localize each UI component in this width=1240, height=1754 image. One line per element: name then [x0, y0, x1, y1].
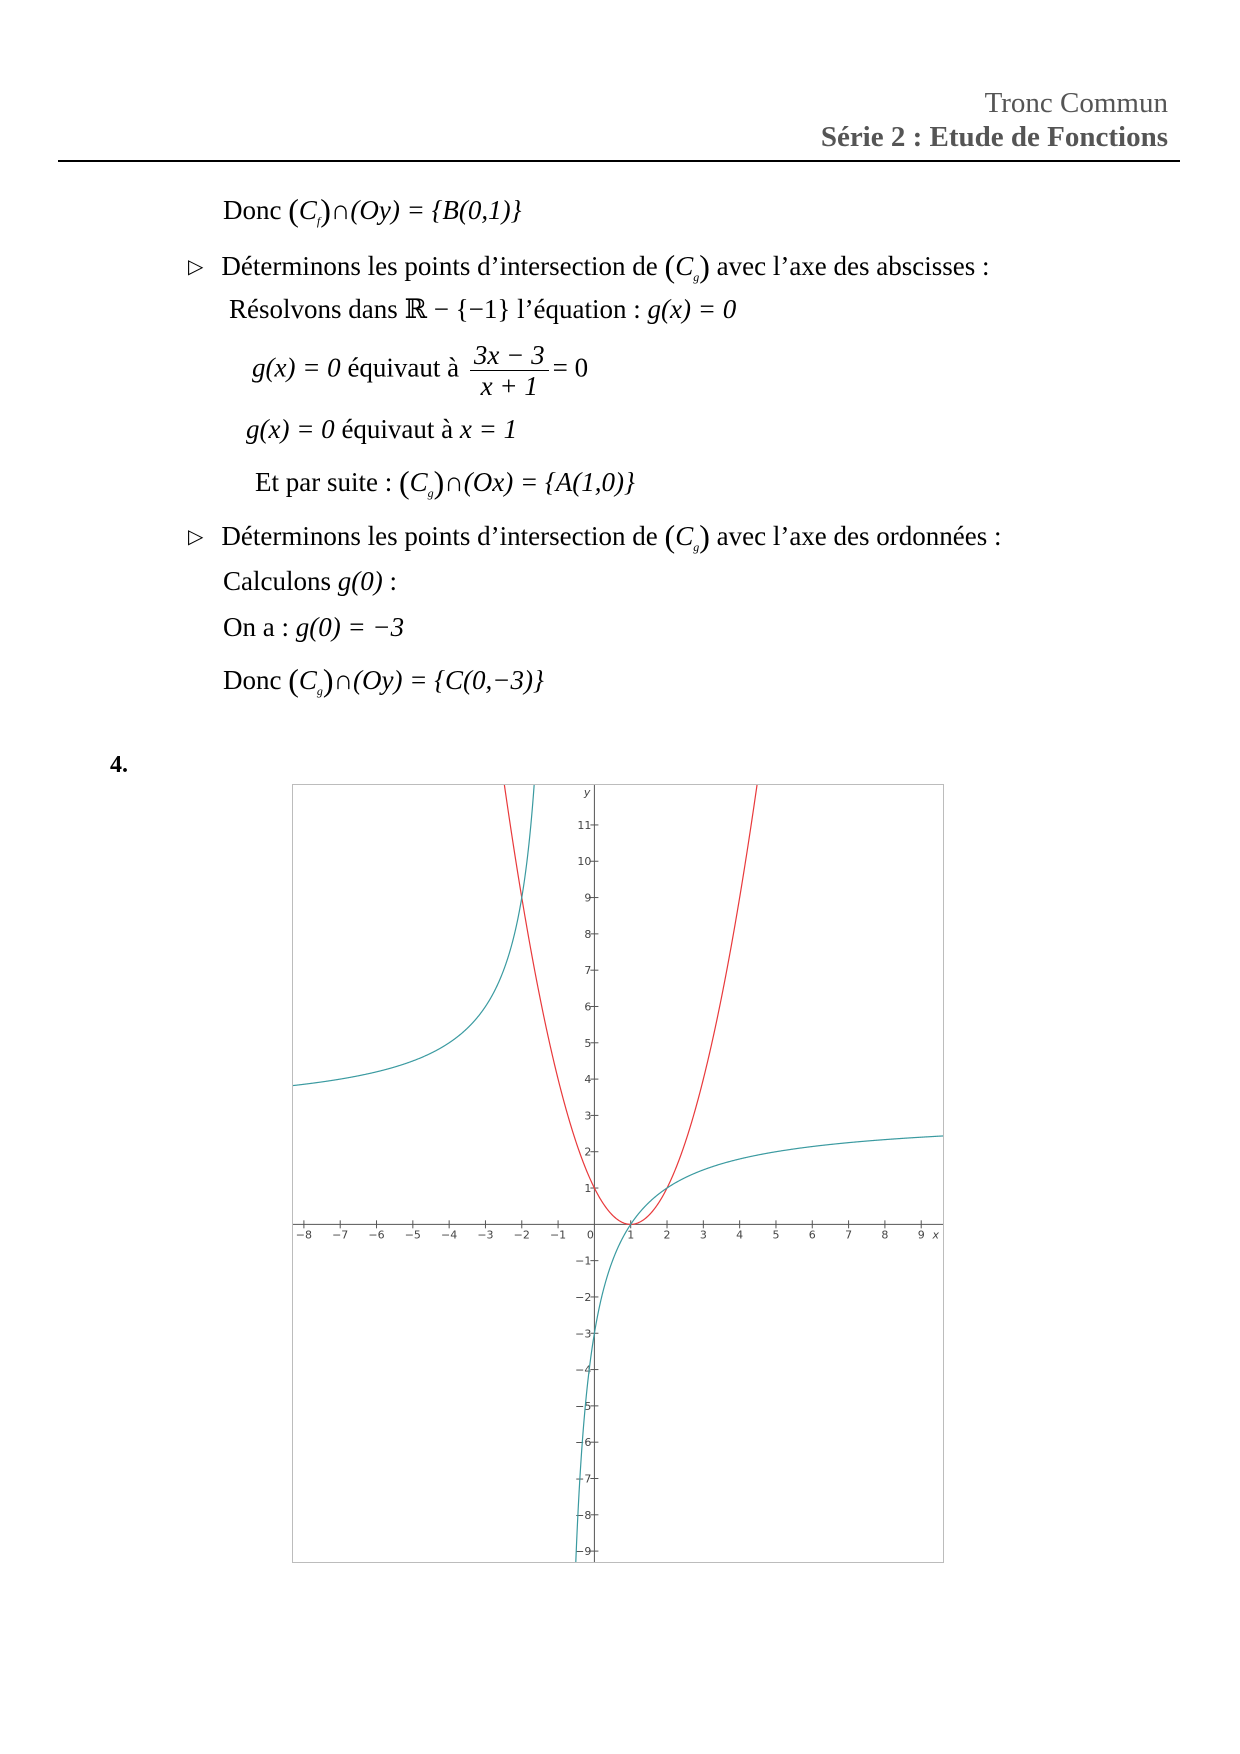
- y-tick-label: −8: [575, 1508, 592, 1522]
- fraction: [470, 340, 549, 401]
- y-tick-label: 4: [584, 1073, 592, 1087]
- y-tick-label: 10: [577, 855, 592, 869]
- curve-cg: [293, 785, 540, 1086]
- text-donc: Donc: [223, 195, 282, 225]
- math-cg: $(C_g)$: [664, 248, 710, 284]
- series-title: Série 2 : Etude de Fonctions: [820, 121, 1168, 153]
- text-equivaut-2: équivaut à: [341, 414, 454, 444]
- y-tick-label: −2: [575, 1290, 592, 1304]
- x-tick-label: 9: [917, 1228, 925, 1242]
- x-axis-label: x: [932, 1228, 939, 1242]
- function-graph: [292, 784, 944, 1563]
- text-equivaut: équivaut à: [347, 352, 460, 383]
- text-donc-2: Donc: [223, 665, 282, 695]
- x-tick-label: 3: [699, 1228, 707, 1242]
- text-colon: :: [389, 566, 397, 596]
- text-et-par-suite: Et par suite :: [255, 467, 393, 497]
- header-rule: [58, 160, 1180, 162]
- triangle-bullet-icon: ▷: [188, 256, 204, 278]
- heading-text: Déterminons les points d’intersection de: [221, 251, 658, 281]
- line-x-equals-1: [246, 414, 517, 445]
- heading-after-2: avec l’axe des ordonnées :: [716, 521, 1002, 551]
- x-tick-label: 2: [663, 1228, 671, 1242]
- y-tick-label: 6: [584, 1000, 592, 1014]
- math-gx0-2: g(x) = 0: [246, 414, 335, 444]
- y-tick-label: 5: [584, 1036, 592, 1050]
- math-domain: ℝ − {−1}: [404, 294, 511, 324]
- x-tick-label: −2: [513, 1228, 530, 1242]
- x-tick-label: −4: [441, 1228, 458, 1242]
- y-tick-label: 3: [584, 1109, 592, 1123]
- x-tick-label: 1: [627, 1228, 635, 1242]
- math-g0: g(0): [337, 566, 383, 596]
- y-tick-label: −3: [575, 1327, 592, 1341]
- y-tick-label: −9: [575, 1545, 592, 1559]
- y-tick-label: −7: [575, 1472, 592, 1486]
- math-g0-value: g(0) = −3: [295, 612, 405, 642]
- curve-cf: [490, 785, 771, 1224]
- line-resolvons: [229, 294, 736, 325]
- x-tick-label: −5: [404, 1228, 421, 1242]
- x-tick-label: 5: [772, 1228, 780, 1242]
- y-tick-label: 8: [584, 927, 592, 941]
- y-axis-label: y: [583, 786, 591, 799]
- y-tick-label: −4: [575, 1363, 592, 1377]
- x-tick-label: 4: [736, 1228, 744, 1242]
- curve-cg: [573, 1136, 943, 1562]
- heading-text-2: Déterminons les points d’intersection de: [221, 521, 658, 551]
- line-on-a: [223, 612, 404, 643]
- line-cg-ox-heading: [188, 246, 990, 285]
- line-cg-oy-heading: [188, 516, 1002, 555]
- x-tick-label: −6: [368, 1228, 385, 1242]
- text-equation: l’équation :: [517, 294, 641, 324]
- x-tick-label: 8: [881, 1228, 889, 1242]
- math-gx0: g(x) = 0: [252, 352, 341, 383]
- heading-after: avec l’axe des abscisses :: [716, 251, 990, 281]
- y-tick-label: 9: [584, 891, 592, 905]
- triangle-bullet-icon: ▷: [188, 526, 204, 548]
- x-tick-label: −1: [549, 1228, 567, 1242]
- line-calculons: [223, 566, 397, 597]
- text-calculons: Calculons: [223, 566, 331, 596]
- math-cf: $(C_f)$: [288, 192, 331, 228]
- fraction-numerator: 3x − 3: [470, 340, 549, 371]
- y-tick-label: 1: [584, 1182, 592, 1196]
- x-tick-label: 6: [808, 1228, 816, 1242]
- line-fraction: [252, 340, 588, 401]
- course-title: Tronc Commun: [984, 87, 1168, 119]
- text-on-a: On a :: [223, 612, 289, 642]
- line-cg-oy: [223, 660, 544, 699]
- y-tick-label: −6: [575, 1436, 592, 1450]
- math-cg-ox: ∩(Ox) = {A(1,0)}: [444, 467, 635, 497]
- x-tick-label: −8: [295, 1228, 313, 1242]
- y-tick-label: −5: [575, 1399, 592, 1413]
- y-tick-label: 7: [584, 964, 592, 978]
- line-cf-oy: [223, 190, 521, 229]
- x-tick-label: −7: [332, 1228, 349, 1242]
- graph-svg: [293, 785, 943, 1562]
- text-resolvons: Résolvons dans: [229, 294, 398, 324]
- question-number: 4.: [110, 752, 128, 778]
- line-cg-ox: [255, 462, 635, 501]
- page-header: [821, 86, 1168, 154]
- math-equation: g(x) = 0: [647, 294, 737, 324]
- math-cg-oy: ∩(Oy) = {C(0,−3)}: [333, 665, 544, 695]
- y-tick-label: −1: [575, 1254, 592, 1268]
- math-x1: x = 1: [459, 414, 518, 444]
- math-cg-4: $(C_g)$: [288, 662, 334, 698]
- y-tick-label: 11: [577, 818, 592, 832]
- fraction-rhs: = 0: [552, 352, 589, 383]
- x-tick-label: −3: [477, 1228, 494, 1242]
- fraction-denominator: x + 1: [480, 371, 538, 401]
- x-tick-label: 7: [845, 1228, 853, 1242]
- x-tick-label: 0: [586, 1228, 594, 1242]
- math-cg-2: $(C_g)$: [398, 464, 445, 500]
- math-cg-3: $(C_g)$: [664, 518, 710, 554]
- math-cf-oy: ∩(Oy) = {B(0,1)}: [330, 195, 522, 225]
- y-tick-label: 2: [584, 1145, 592, 1159]
